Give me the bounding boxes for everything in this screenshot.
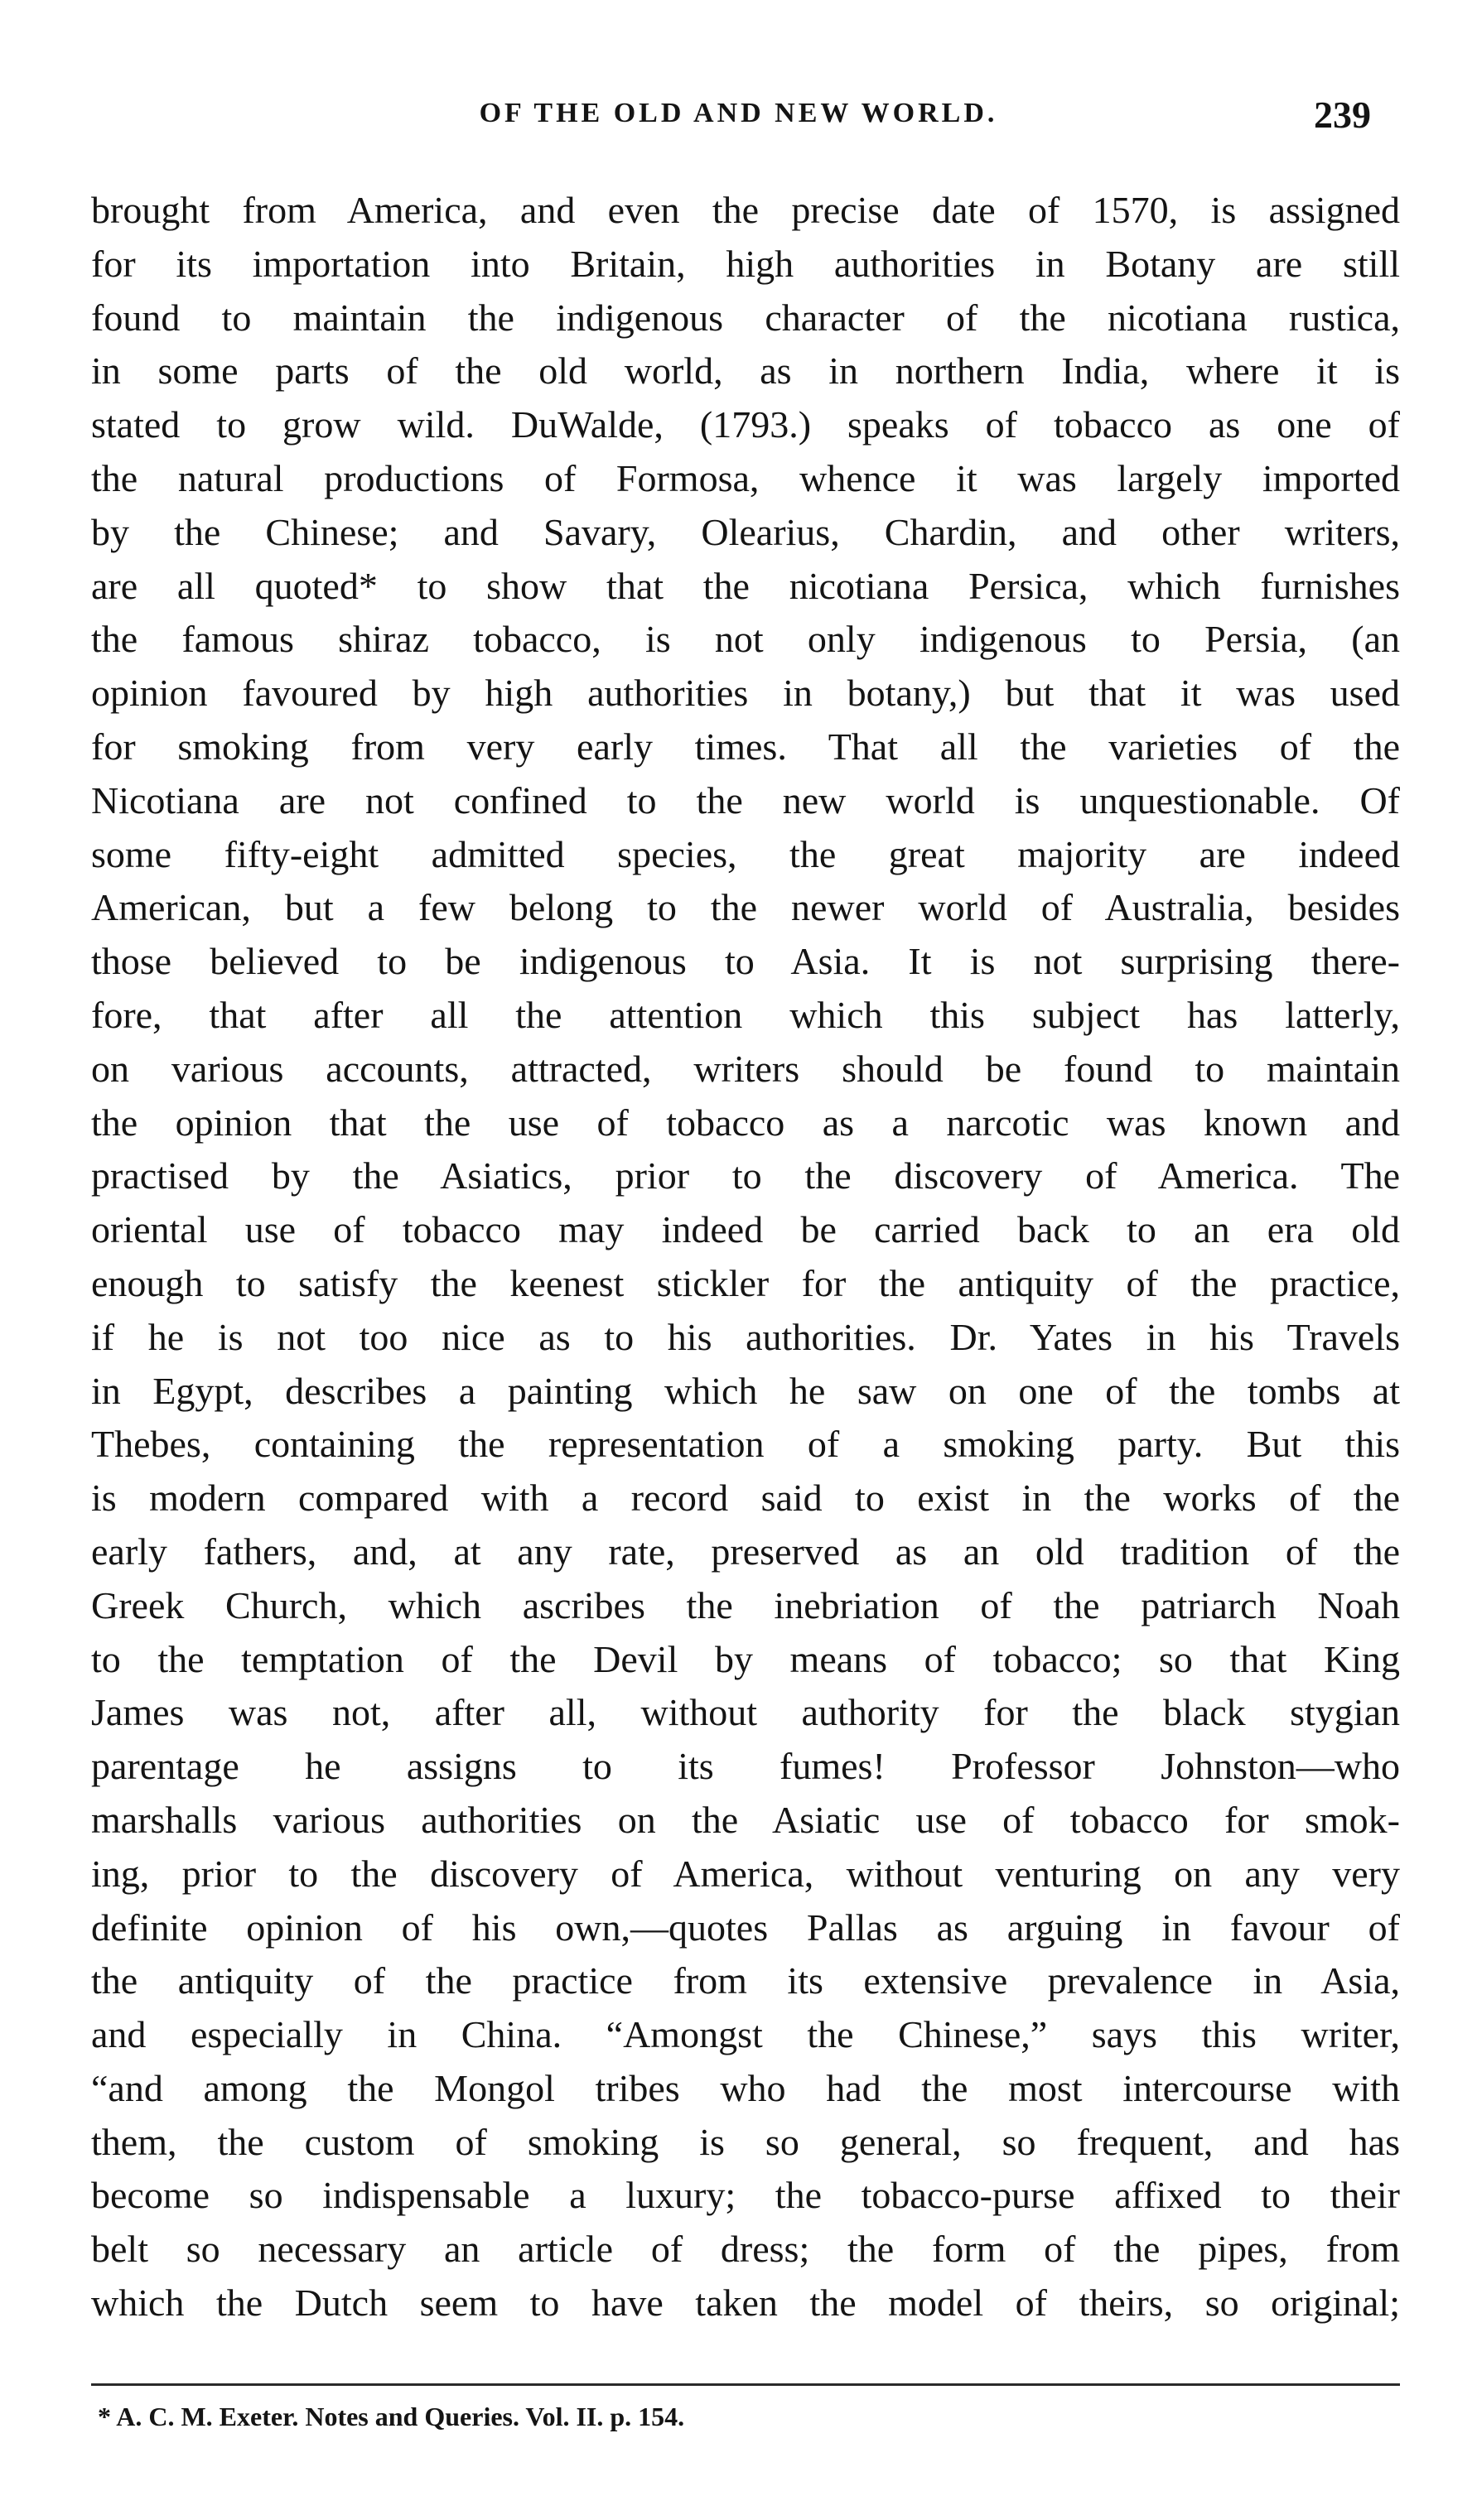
footnote: * A. C. M. Exeter. Notes and Queries. Vol. II. p. 154.	[98, 2402, 685, 2431]
text-line: oriental use of tobacco may indeed be carried back to an era old	[91, 1208, 1400, 1251]
text-line: the famous shiraz tobacco, is not only indigenous to Persia, (an	[91, 618, 1400, 661]
text-line: in Egypt, describes a painting which he saw on one of the tombs at	[91, 1369, 1400, 1412]
text-line: in some parts of the old world, as in northern India, where it is	[91, 349, 1400, 393]
page-number: 239	[1314, 94, 1371, 136]
text-line: those believed to be indigenous to Asia. It is not surprising there-	[91, 940, 1400, 983]
text-line: practised by the Asiatics, prior to the discovery of America. The	[91, 1154, 1400, 1197]
text-line: are all quoted* to show that the nicotiana Persica, which furnishes	[91, 564, 1400, 607]
text-line: early fathers, and, at any rate, preserved as an old tradition of the	[91, 1530, 1400, 1573]
text-line: to the temptation of the Devil by means of tobacco; so that King	[91, 1637, 1400, 1680]
text-line: for smoking from very early times. That all the varieties of the	[91, 725, 1400, 768]
text-line: opinion favoured by high authorities in botany,) but that it was used	[91, 672, 1400, 715]
text-line: enough to satisfy the keenest stickler for the antiquity of the practice,	[91, 1261, 1400, 1304]
text-line: definite opinion of his own,—quotes Pallas as arguing in favour of	[91, 1906, 1400, 1949]
text-line: Nicotiana are not confined to the new world is unquestionable. Of	[91, 778, 1400, 822]
text-line: the opinion that the use of tobacco as a narcotic was known and	[91, 1101, 1400, 1144]
text-line: Thebes, containing the representation of a smoking party. But this	[91, 1423, 1400, 1466]
text-line: American, but a few belong to the newer world of Australia, besides	[91, 886, 1400, 929]
text-line: “and among the Mongol tribes who had the most intercourse with	[91, 2066, 1400, 2109]
text-line: for its importation into Britain, high authorities in Botany are still	[91, 242, 1400, 285]
text-line: fore, that after all the attention which this subject has latterly,	[91, 993, 1400, 1036]
text-line: the natural productions of Formosa, whence it was largely imported	[91, 456, 1400, 499]
text-line: the antiquity of the practice from its extensive prevalence in Asia,	[91, 1959, 1400, 2002]
running-head	[91, 94, 1386, 147]
text-line: marshalls various authorities on the Asiatic use of tobacco for smok-	[91, 1798, 1400, 1841]
text-line: which the Dutch seem to have taken the model of theirs, so original;	[91, 2281, 1400, 2325]
text-line: belt so necessary an article of dress; the form of the pipes, from	[91, 2228, 1400, 2271]
text-line: James was not, after all, without authority for the black stygian	[91, 1691, 1400, 1734]
text-line: if he is not too nice as to his authorities. Dr. Yates in his Travels	[91, 1315, 1400, 1358]
text-line: on various accounts, attracted, writers should be found to maintain	[91, 1047, 1400, 1090]
text-line: found to maintain the indigenous character of the nicotiana rustica,	[91, 296, 1400, 339]
body-text	[91, 184, 1400, 2330]
footnote-rule	[91, 2383, 1400, 2386]
text-line: ing, prior to the discovery of America, without venturing on any very	[91, 1852, 1400, 1895]
text-line: become so indispensable a luxury; the tobacco-purse affixed to their	[91, 2174, 1400, 2217]
text-line: some fifty-eight admitted species, the great majority are indeed	[91, 832, 1400, 875]
text-line: brought from America, and even the precise date of 1570, is assigned	[91, 189, 1400, 231]
text-line: them, the custom of smoking is so general, so frequent, and has	[91, 2120, 1400, 2163]
running-title: OF THE OLD AND NEW WORLD.	[479, 98, 998, 128]
text-line: parentage he assigns to its fumes! Professor Johnston—who	[91, 1745, 1400, 1788]
text-line: and especially in China. “Amongst the Chinese,” says this writer,	[91, 2013, 1400, 2056]
text-line: Greek Church, which ascribes the inebriation of the patriarch Noah	[91, 1583, 1400, 1626]
text-line: is modern compared with a record said to exist in the works of the	[91, 1477, 1400, 1520]
text-line: stated to grow wild. DuWalde, (1793.) speaks of tobacco as one of	[91, 403, 1400, 446]
text-line: by the Chinese; and Savary, Olearius, Chardin, and other writers,	[91, 510, 1400, 553]
